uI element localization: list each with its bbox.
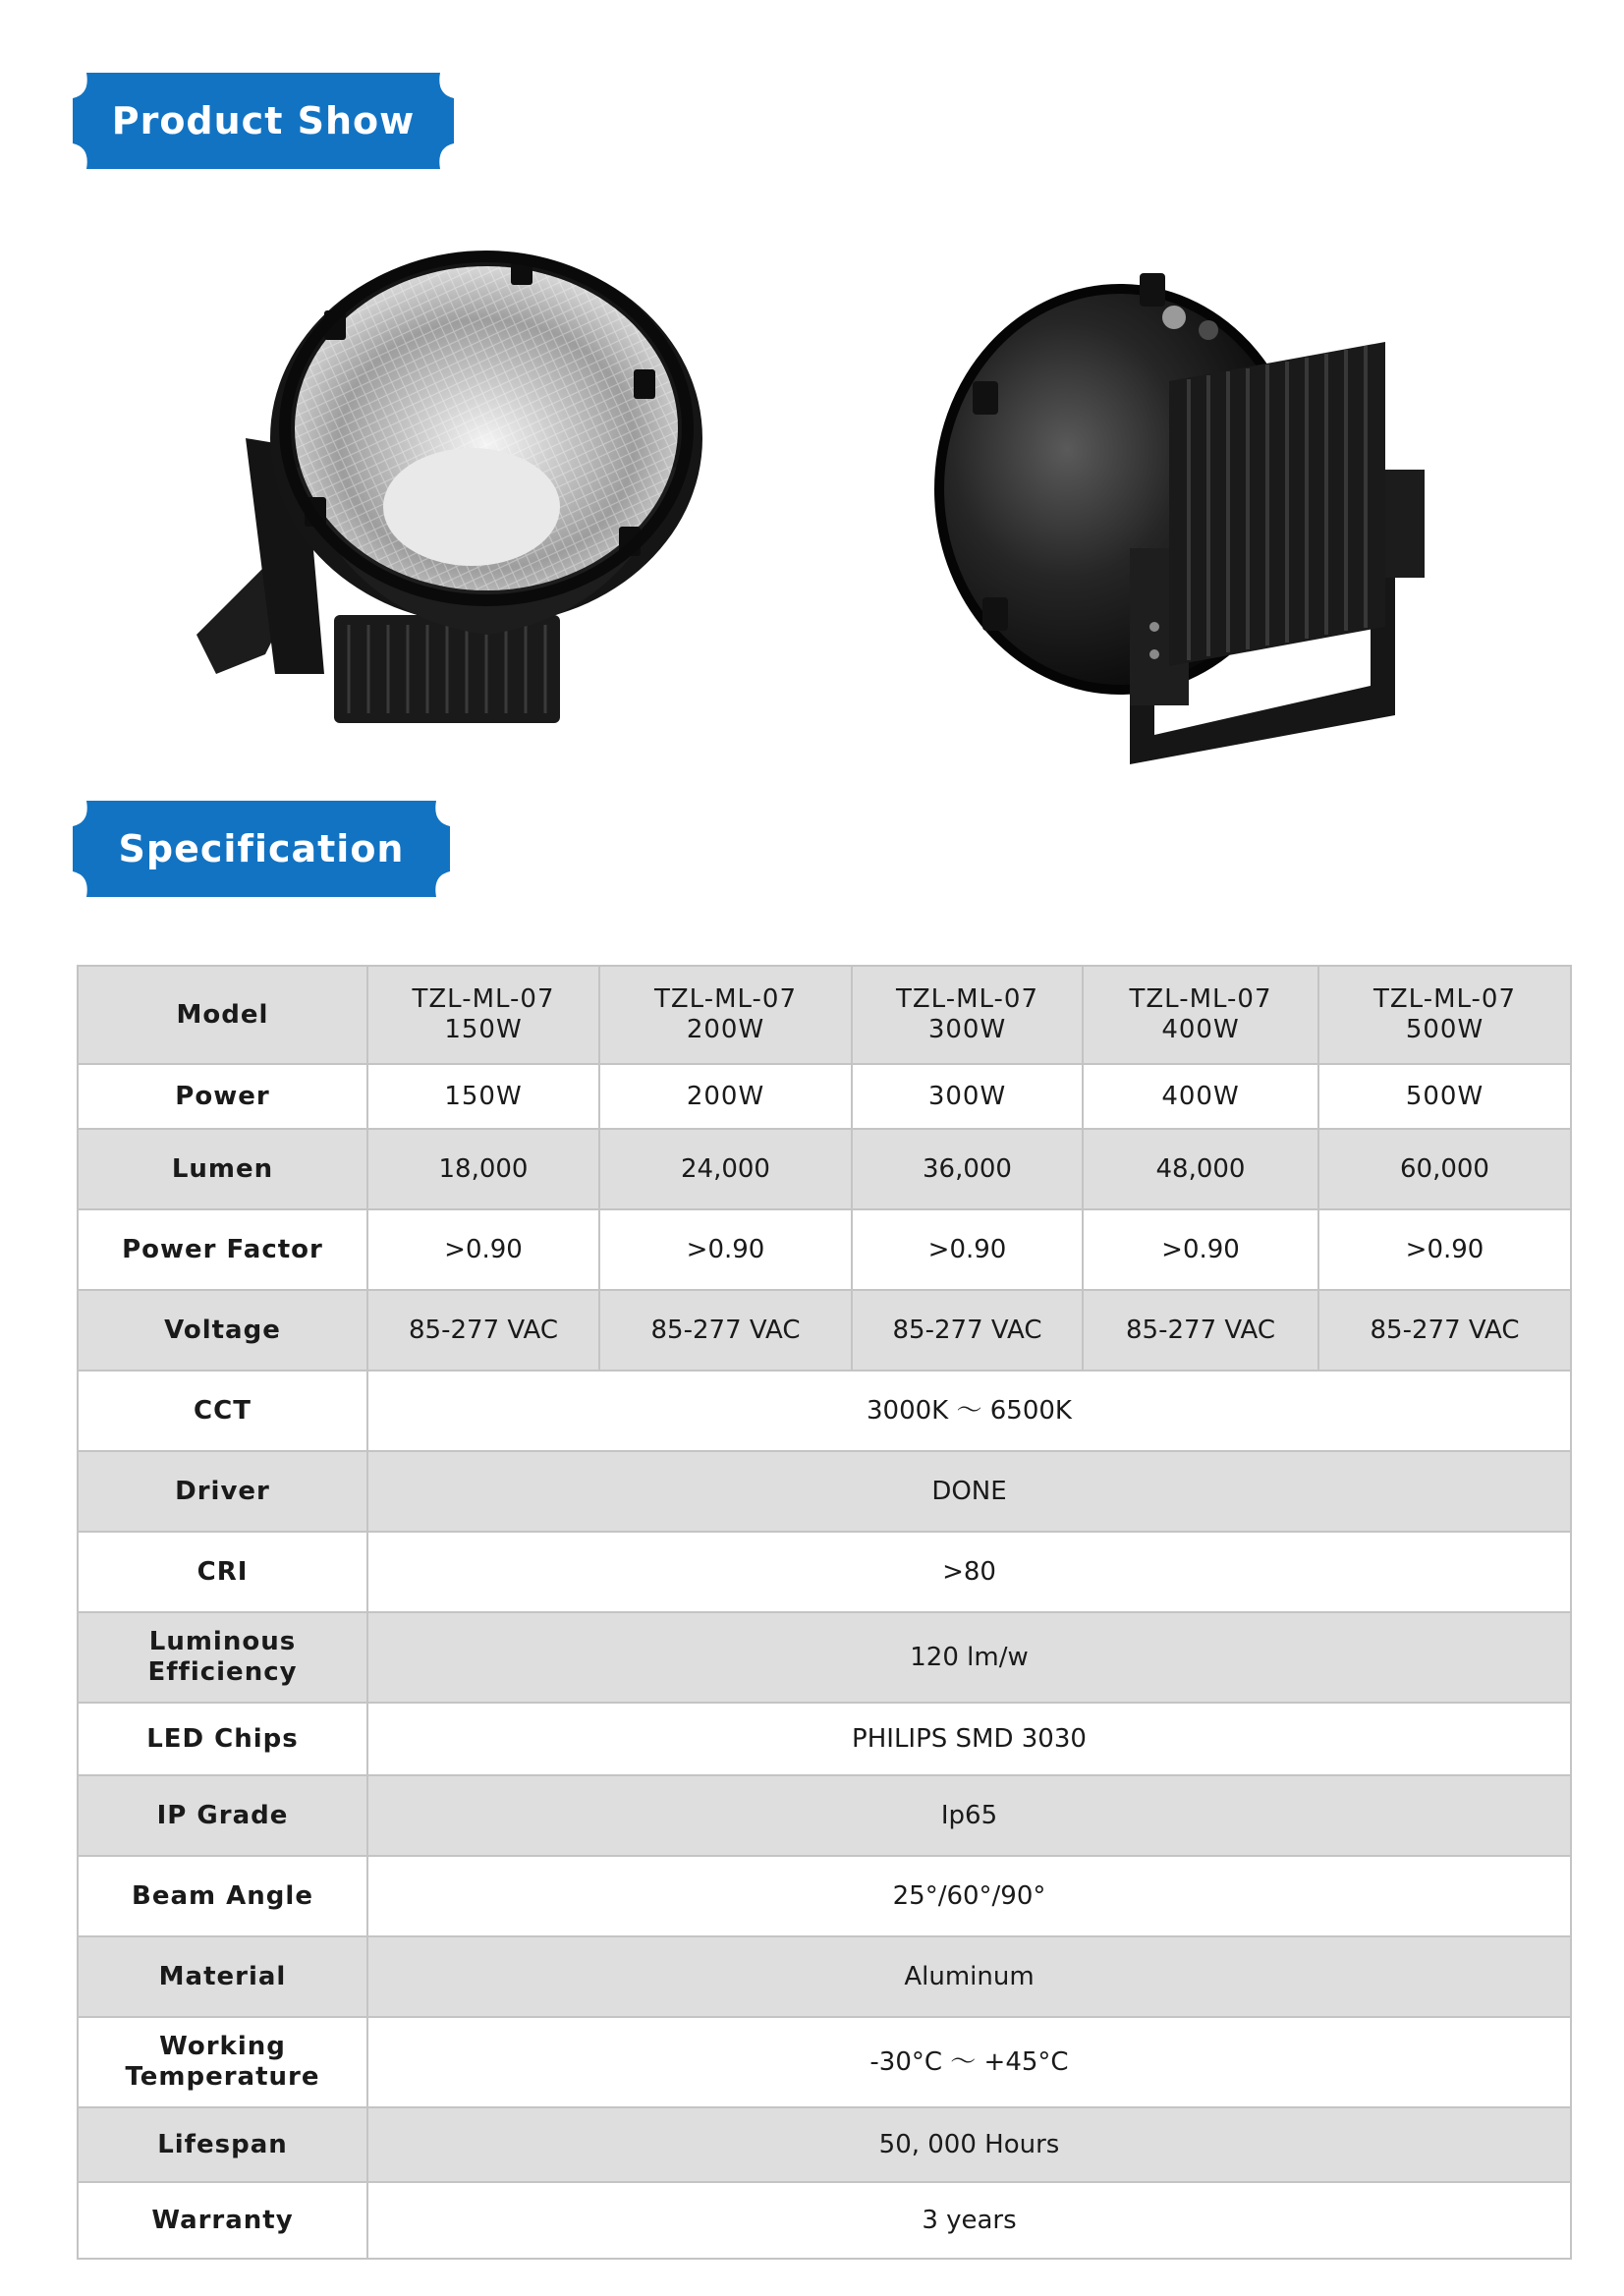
value-cell: 85-277 VAC bbox=[367, 1290, 599, 1371]
value-cell: DONE bbox=[367, 1451, 1571, 1532]
label-led-chips: LED Chips bbox=[78, 1703, 367, 1775]
label-lifespan: Lifespan bbox=[78, 2107, 367, 2182]
label-model: Model bbox=[78, 966, 367, 1064]
model-cell: TZL-ML-07 150W bbox=[367, 966, 599, 1064]
specification-banner bbox=[73, 801, 450, 897]
model-cell: TZL-ML-07 400W bbox=[1083, 966, 1318, 1064]
table-row-lumen bbox=[78, 1129, 1571, 1209]
table-row-power bbox=[78, 1064, 1571, 1129]
value-cell: Ip65 bbox=[367, 1775, 1571, 1856]
label-ip-grade: IP Grade bbox=[78, 1775, 367, 1856]
value-cell: 120 lm/w bbox=[367, 1612, 1571, 1703]
label-working-temperature: Working Temperature bbox=[78, 2017, 367, 2107]
value-cell: 60,000 bbox=[1318, 1129, 1571, 1209]
label-warranty: Warranty bbox=[78, 2182, 367, 2259]
value-cell: 85-277 VAC bbox=[1083, 1290, 1318, 1371]
table-row-cct bbox=[78, 1371, 1571, 1451]
label-lumen: Lumen bbox=[78, 1129, 367, 1209]
value-cell: 24,000 bbox=[599, 1129, 852, 1209]
value-cell: PHILIPS SMD 3030 bbox=[367, 1703, 1571, 1775]
specification-title: Specification bbox=[118, 827, 405, 870]
lamp-back-image bbox=[933, 253, 1444, 784]
specification-table bbox=[77, 965, 1572, 2260]
value-cell: 3 years bbox=[367, 2182, 1571, 2259]
product-show-banner bbox=[73, 73, 454, 169]
value-cell: 500W bbox=[1318, 1064, 1571, 1129]
label-power-factor: Power Factor bbox=[78, 1209, 367, 1290]
value-cell: Aluminum bbox=[367, 1936, 1571, 2017]
value-cell: >0.90 bbox=[1083, 1209, 1318, 1290]
table-row-power-factor bbox=[78, 1209, 1571, 1290]
label-power: Power bbox=[78, 1064, 367, 1129]
label-voltage: Voltage bbox=[78, 1290, 367, 1371]
value-cell: 3000K ～ 6500K bbox=[367, 1371, 1571, 1451]
value-cell: 150W bbox=[367, 1064, 599, 1129]
value-cell: 36,000 bbox=[852, 1129, 1083, 1209]
value-cell: 48,000 bbox=[1083, 1129, 1318, 1209]
value-cell: >0.90 bbox=[852, 1209, 1083, 1290]
table-row-cri bbox=[78, 1532, 1571, 1612]
lamp-front-image bbox=[187, 242, 707, 733]
label-luminous-efficiency: Luminous Efficiency bbox=[78, 1612, 367, 1703]
label-material: Material bbox=[78, 1936, 367, 2017]
table-row-led-chips bbox=[78, 1703, 1571, 1775]
value-cell: >0.90 bbox=[367, 1209, 599, 1290]
value-cell: >80 bbox=[367, 1532, 1571, 1612]
model-cell: TZL-ML-07 300W bbox=[852, 966, 1083, 1064]
label-beam-angle: Beam Angle bbox=[78, 1856, 367, 1936]
label-cri: CRI bbox=[78, 1532, 367, 1612]
label-cct: CCT bbox=[78, 1371, 367, 1451]
value-cell: 85-277 VAC bbox=[1318, 1290, 1571, 1371]
value-cell: >0.90 bbox=[599, 1209, 852, 1290]
value-cell: 50, 000 Hours bbox=[367, 2107, 1571, 2182]
value-cell: 85-277 VAC bbox=[599, 1290, 852, 1371]
table-row-working-temperature bbox=[78, 2017, 1571, 2107]
value-cell: 200W bbox=[599, 1064, 852, 1129]
table-row-driver bbox=[78, 1451, 1571, 1532]
table-row-lifespan bbox=[78, 2107, 1571, 2182]
value-cell: 400W bbox=[1083, 1064, 1318, 1129]
value-cell: 300W bbox=[852, 1064, 1083, 1129]
label-driver: Driver bbox=[78, 1451, 367, 1532]
table-row-material bbox=[78, 1936, 1571, 2017]
model-cell: TZL-ML-07 200W bbox=[599, 966, 852, 1064]
value-cell: -30°C ～ +45°C bbox=[367, 2017, 1571, 2107]
table-row-voltage bbox=[78, 1290, 1571, 1371]
table-row-luminous-efficiency bbox=[78, 1612, 1571, 1703]
table-row-ip-grade bbox=[78, 1775, 1571, 1856]
value-cell: 25°/60°/90° bbox=[367, 1856, 1571, 1936]
table-row-beam-angle bbox=[78, 1856, 1571, 1936]
value-cell: 18,000 bbox=[367, 1129, 599, 1209]
value-cell: >0.90 bbox=[1318, 1209, 1571, 1290]
model-cell: TZL-ML-07 500W bbox=[1318, 966, 1571, 1064]
table-row-model bbox=[78, 966, 1571, 1064]
product-show-title: Product Show bbox=[111, 99, 416, 142]
value-cell: 85-277 VAC bbox=[852, 1290, 1083, 1371]
table-row-warranty bbox=[78, 2182, 1571, 2259]
